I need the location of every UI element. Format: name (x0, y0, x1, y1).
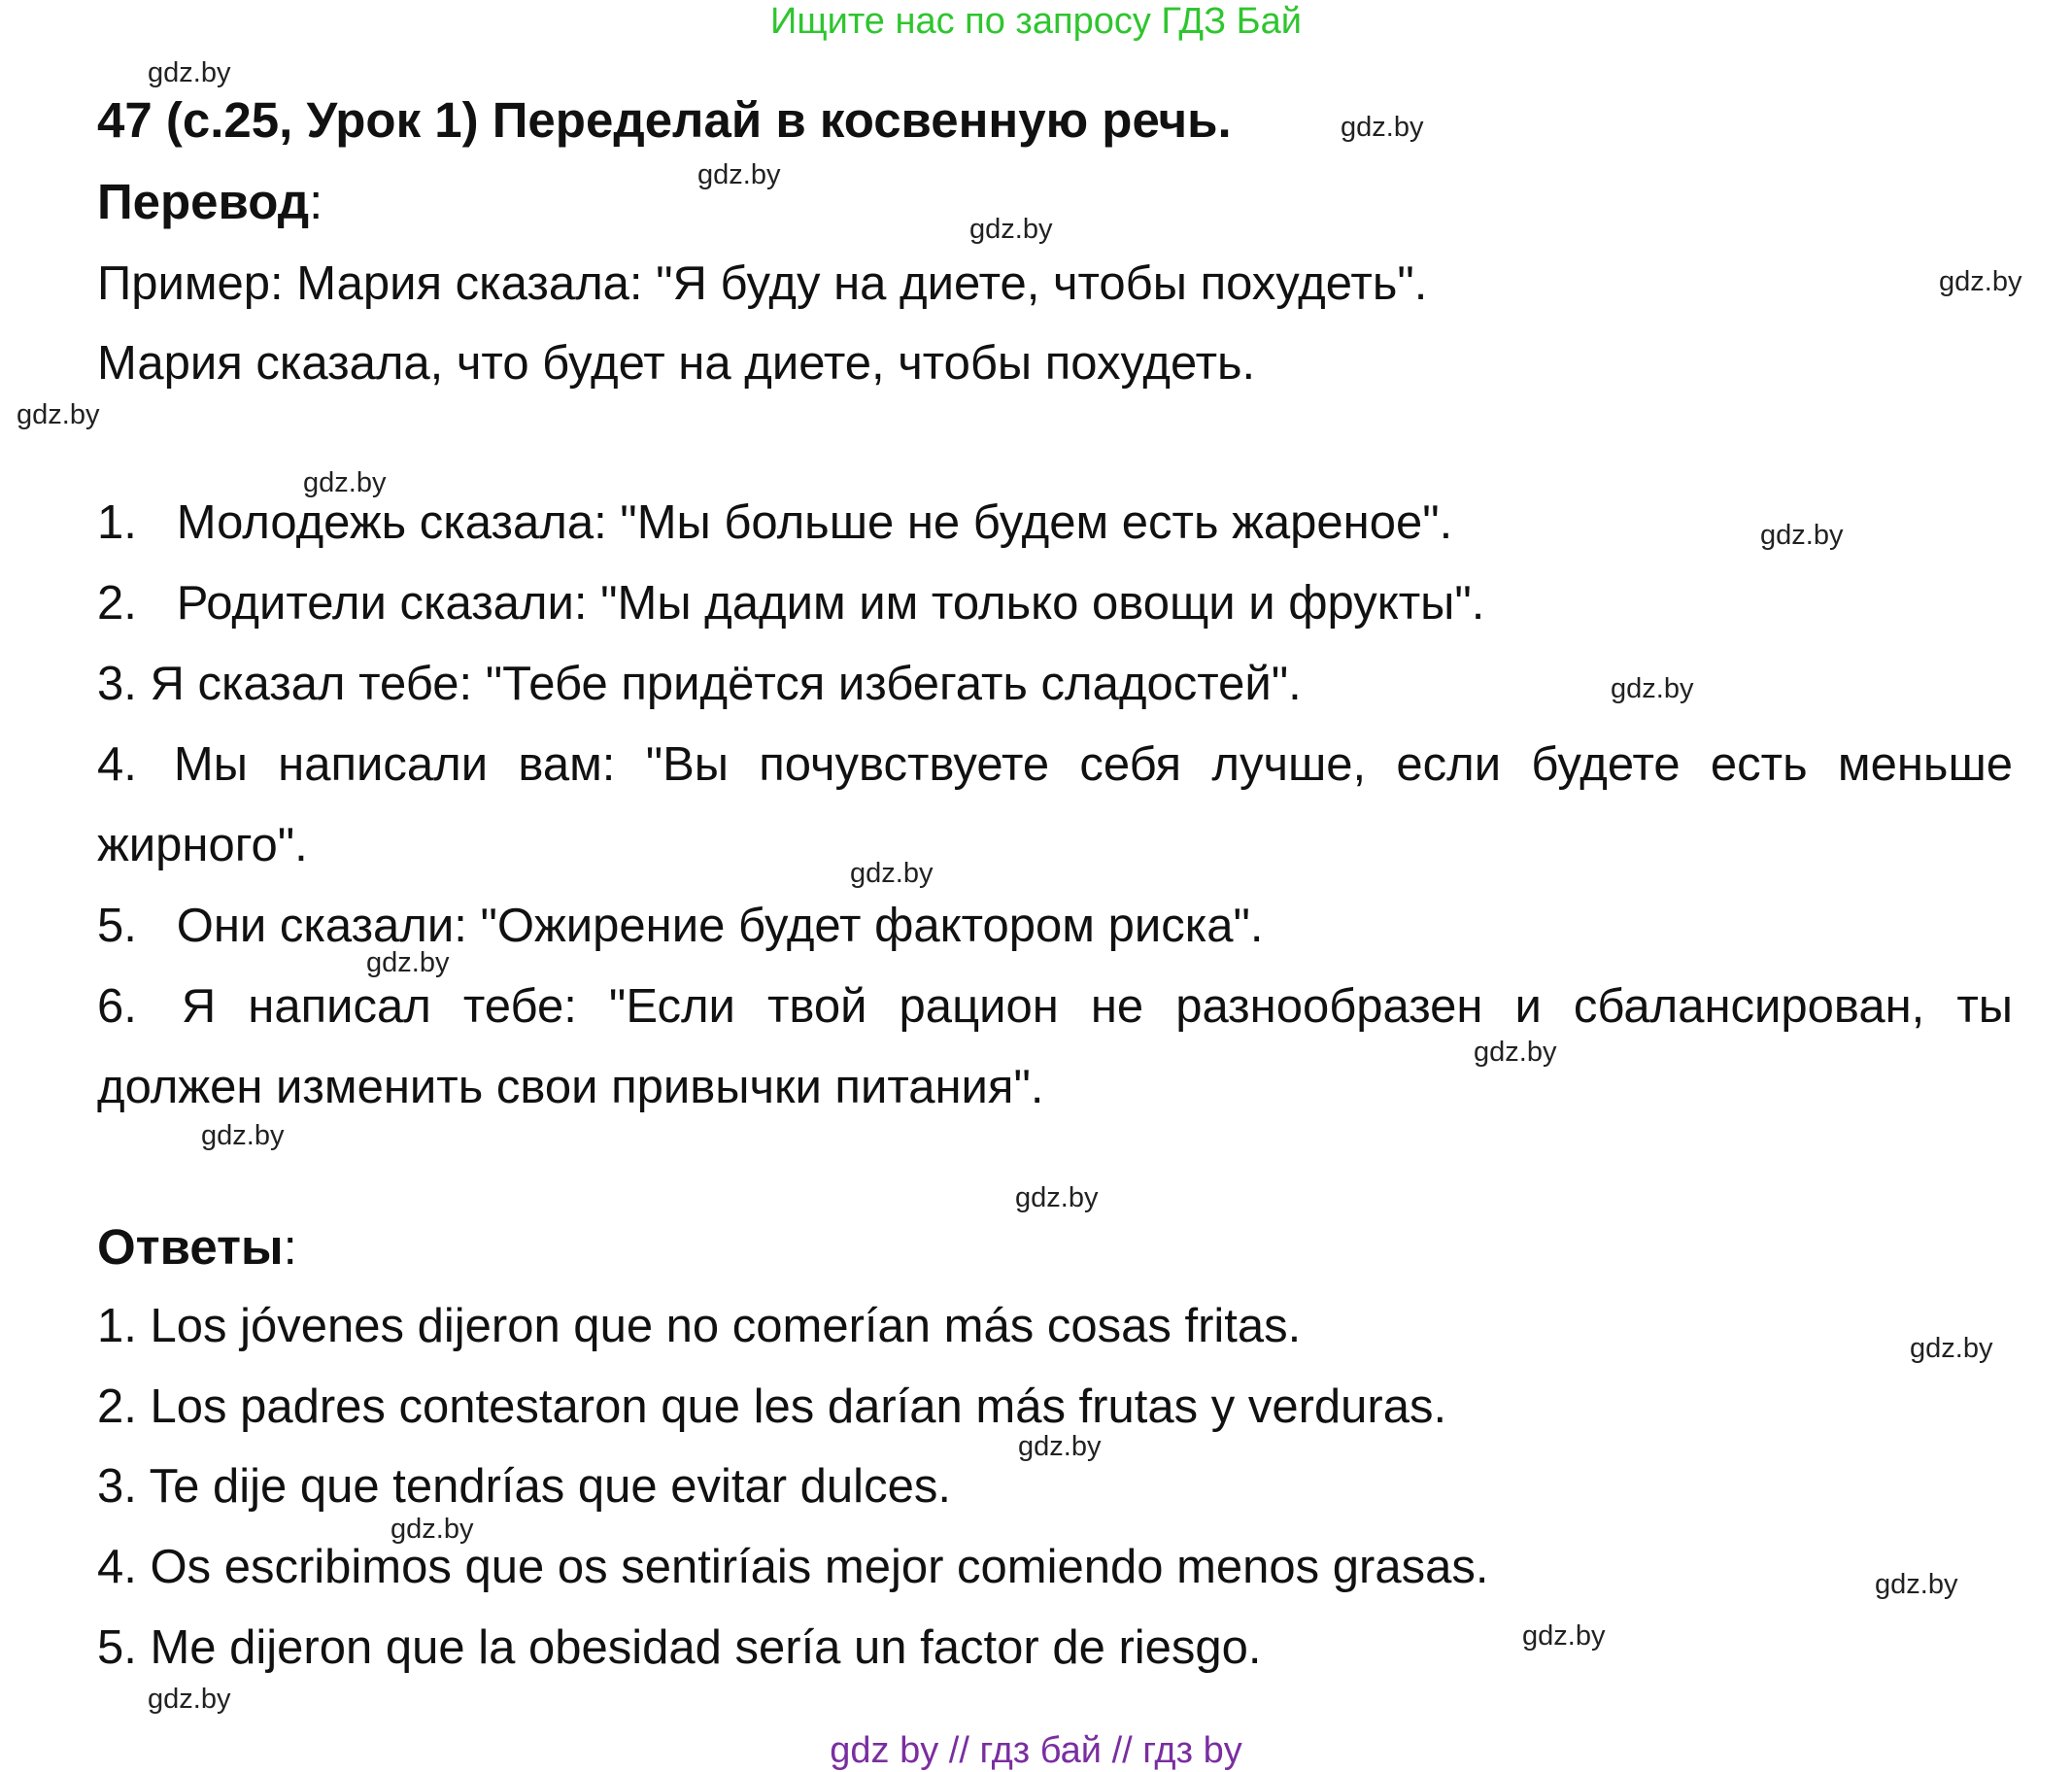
answer-item-4: 4. Os escribimos que os sentiríais mejor comiendo menos grasas. (97, 1541, 1489, 1593)
footer-links: gdz by // гдз бай // гдз by (830, 1730, 1242, 1771)
translation-item-5 (97, 895, 1264, 957)
item-number: 1. (97, 496, 137, 549)
watermark: gdz.by (17, 399, 100, 430)
watermark: gdz.by (1939, 266, 2022, 297)
item-number: 6. (97, 980, 137, 1033)
watermark: gdz.by (1760, 520, 1844, 551)
translation-heading: Перевод: (97, 174, 323, 229)
answers-heading: Ответы: (97, 1219, 297, 1275)
watermark: gdz.by (1341, 112, 1424, 143)
top-banner: Ищите нас по запросу ГДЗ Бай (770, 1, 1302, 42)
watermark: gdz.by (1910, 1333, 1993, 1364)
item-number: 3. (97, 658, 137, 710)
page-title: 47 (с.25, Урок 1) Переделай в косвенную речь. (97, 92, 1232, 148)
watermark: gdz.by (850, 858, 934, 889)
watermark: gdz.by (1611, 673, 1694, 704)
translation-item-3 (97, 653, 1302, 715)
item-number: 4. (97, 738, 137, 791)
translation-item-6-line-1 (97, 975, 2013, 1038)
translation-item-2 (97, 572, 1484, 634)
item-text: Я написал тебе: "Если твой рацион не разнообразен и сбалансирован, ты (181, 980, 2013, 1033)
item-number: 5. (97, 900, 137, 952)
translation-item-4-line-2: жирного". (97, 819, 308, 871)
watermark: gdz.by (148, 1684, 231, 1715)
answer-item-2: 2. Los padres contestaron que les darían más frutas y verduras. (97, 1380, 1447, 1433)
watermark: gdz.by (1018, 1431, 1102, 1462)
watermark: gdz.by (391, 1514, 474, 1545)
watermark: gdz.by (969, 214, 1053, 245)
watermark: gdz.by (148, 57, 231, 88)
watermark: gdz.by (1474, 1037, 1557, 1068)
answer-item-3: 3. Te dije que tendrías que evitar dulces. (97, 1460, 951, 1513)
answer-item-1: 1. Los jóvenes dijeron que no comerían más cosas fritas. (97, 1300, 1302, 1352)
watermark: gdz.by (366, 947, 450, 978)
watermark: gdz.by (1015, 1182, 1099, 1213)
translation-item-1 (97, 492, 1452, 554)
item-text: Мы написали вам: "Вы почувствуете себя лучше, если будете есть меньше (173, 738, 2013, 791)
translation-item-6-line-2: должен изменить свои привычки питания". (97, 1061, 1044, 1113)
watermark: gdz.by (1522, 1620, 1606, 1652)
item-text: Родители сказали: "Мы дадим им только овощи и фрукты". (176, 577, 1485, 630)
item-text: Молодежь сказала: "Мы больше не будем есть жареное". (176, 496, 1453, 549)
item-text: Я сказал тебе: "Тебе придётся избегать сладостей". (150, 658, 1302, 710)
example-direct-speech: Пример: Мария сказала: "Я буду на диете, чтобы похудеть". (97, 257, 1428, 310)
watermark: gdz.by (303, 467, 387, 498)
watermark: gdz.by (697, 159, 781, 190)
watermark: gdz.by (201, 1120, 285, 1151)
example-indirect-speech: Мария сказала, что будет на диете, чтобы похудеть. (97, 337, 1256, 390)
answer-item-5: 5. Me dijeron que la obesidad sería un factor de riesgo. (97, 1621, 1262, 1674)
watermark: gdz.by (1875, 1569, 1958, 1600)
item-text: Они сказали: "Ожирение будет фактором риска". (176, 900, 1264, 952)
item-number: 2. (97, 577, 137, 630)
translation-item-4-line-1 (97, 733, 2013, 796)
